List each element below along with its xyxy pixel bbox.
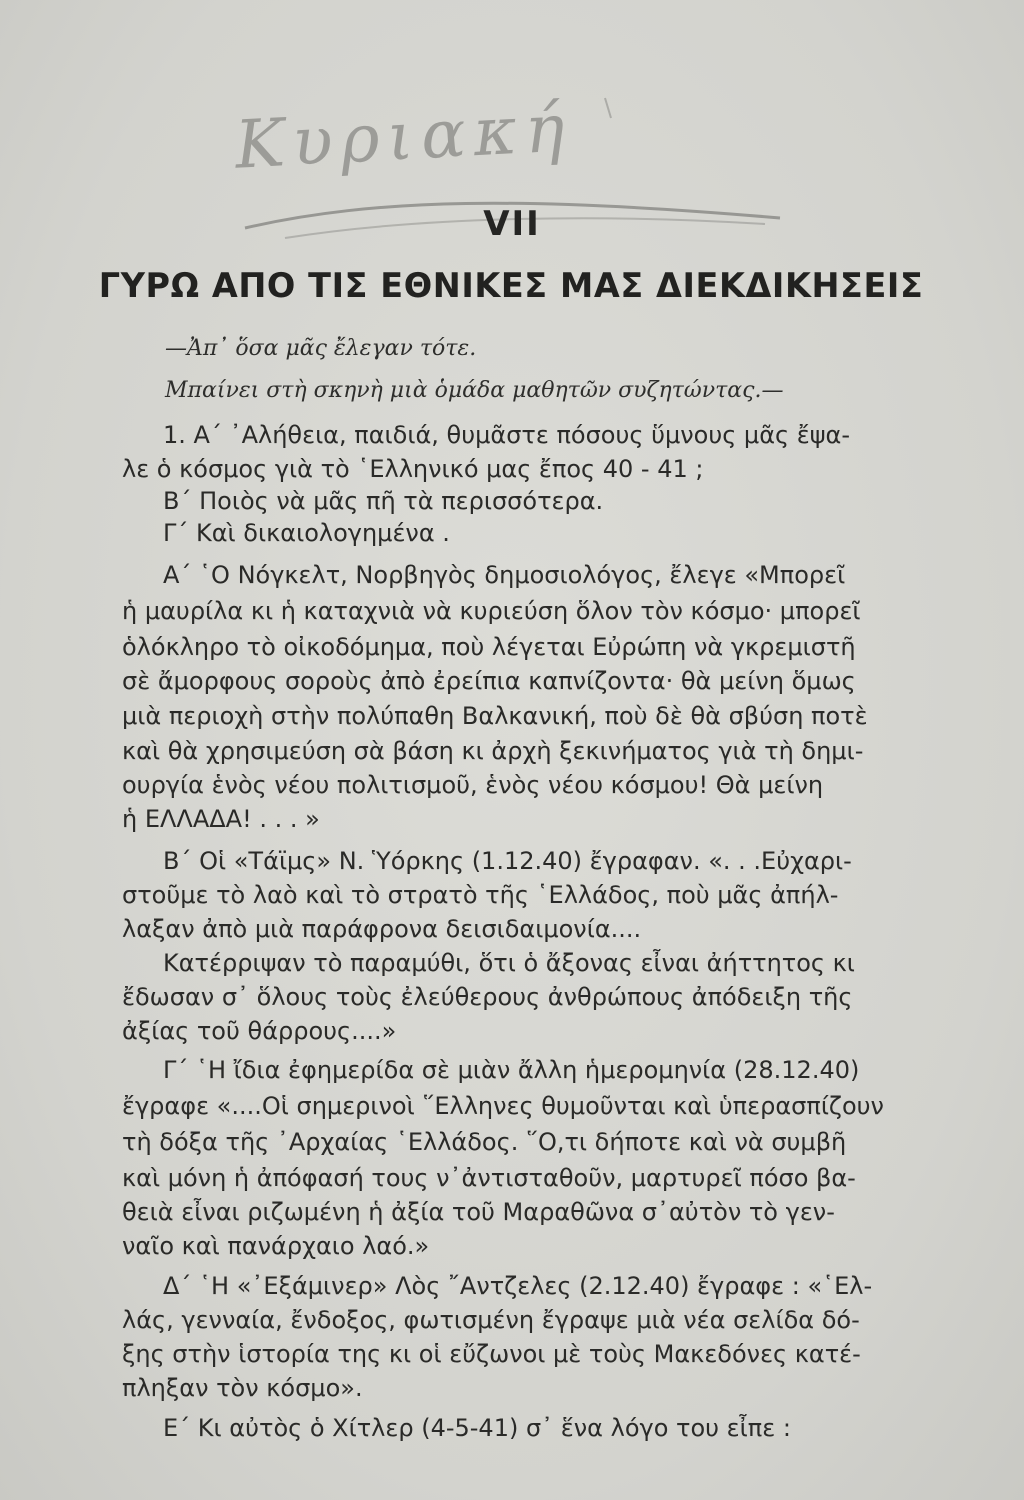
text-line-9: μιὰ περιοχὴ στὴν πολύπαθη Βαλκανική, ποὺ δὲ θὰ σβύση ποτὲ	[122, 702, 868, 730]
text-line-1: 1. Α΄ ᾿Αλήθεια, παιδιά, θυμᾶστε πόσους ὕμνους μᾶς ἔψα-	[163, 421, 851, 449]
text-line-22: καὶ μόνη ἡ ἀπόφασή τους ν᾽ἀντισταθοῦν, μαρτυρεῖ πόσο βα-	[122, 1164, 856, 1192]
text-line-16: Κατέρριψαν τὸ παραμύθι, ὅτι ὁ ἄξονας εἶναι ἀήττητος κι	[163, 949, 855, 977]
text-line-8: σὲ ἄμορφους σοροὺς ἀπὸ ἐρείπια καπνίζοντα· θὰ μείνη ὅμως	[122, 667, 856, 695]
text-line-17: ἔδωσαν σ᾽ ὅλους τοὺς ἐλεύθερους ἀνθρώπους ἀπόδειξη τῆς	[122, 983, 853, 1011]
text-line-5: Α΄ ῾Ο Νόγκελτ, Νορβηγὸς δημοσιολόγος, ἔλεγε «Μπορεῖ	[163, 561, 846, 589]
intro-line-2: Μπαίνει στὴ σκηνὴ μιὰ ὁμάδα μαθητῶν συζητώντας.—	[165, 378, 784, 403]
text-line-25: Δ΄ ῾Η «᾿Εξάμινερ» Λὸς ῎Αντζελες (2.12.40) ἔγραφε : «῾Ελ-	[163, 1272, 873, 1300]
text-line-13: Β΄ Οἱ «Τάϊμς» Ν. Ὑόρκης (1.12.40) ἔγραφαν. «. . .Εὐχαρι-	[163, 847, 852, 875]
text-line-12: ἡ ΕΛΛΑΔΑ! . . . »	[122, 805, 320, 833]
text-line-24: ναῖο καὶ πανάρχαιο λαό.»	[122, 1232, 430, 1260]
text-line-26: λάς, γενναία, ἔνδοξος, φωτισμένη ἔγραψε μιὰ νέα σελίδα δό-	[122, 1306, 860, 1334]
text-line-10: καὶ θὰ χρησιμεύση σὰ βάση κι ἀρχὴ ξεκινήματος γιὰ τὴ δημι-	[122, 737, 864, 765]
handwritten-note-text: Κυριακή	[233, 89, 575, 184]
text-line-7: ὁλόκληρο τὸ οἰκοδόμημα, ποὺ λέγεται Εὐρώπη νὰ γκρεμιστῆ	[122, 633, 856, 661]
chapter-number: VII	[483, 204, 541, 244]
text-line-14: στοῦμε τὸ λαὸ καὶ τὸ στρατὸ τῆς ῾Ελλάδος, ποὺ μᾶς ἀπήλ-	[122, 881, 839, 909]
text-line-3: Β΄ Ποιὸς νὰ μᾶς πῆ τὰ περισσότερα.	[163, 487, 604, 515]
text-line-2: λε ὁ κόσμος γιὰ τὸ ῾Ελληνικό μας ἔπος 40 - 41 ;	[122, 455, 704, 483]
text-line-29: Ε΄ Κι αὐτὸς ὁ Χίτλερ (4-5-41) σ᾽ ἕνα λόγο του εἶπε :	[163, 1414, 791, 1442]
text-line-23: θειὰ εἶναι ριζωμένη ἡ ἀξία τοῦ Μαραθῶνα σ᾽αὐτὸν τὸ γεν-	[122, 1198, 835, 1226]
text-line-11: ουργία ἑνὸς νέου πολιτισμοῦ, ἑνὸς νέου κόσμου! Θὰ μείνη	[122, 771, 824, 799]
text-line-20: ἔγραφε «....Οἱ σημερινοὶ ῞Ελληνες θυμοῦνται καὶ ὑπερασπίζουν	[122, 1092, 884, 1120]
text-line-4: Γ΄ Καὶ δικαιολογημένα .	[163, 519, 450, 547]
text-line-21: τὴ δόξα τῆς ᾿Αρχαίας ῾Ελλάδος. ῞Ο,τι δήποτε καὶ νὰ συμβῆ	[122, 1128, 847, 1156]
text-line-18: ἀξίας τοῦ θάρρους....»	[122, 1017, 397, 1045]
text-line-28: πληξαν τὸν κόσμο».	[122, 1374, 363, 1402]
text-line-15: λαξαν ἀπὸ μιὰ παράφρονα δεισιδαιμονία....	[122, 915, 642, 943]
text-line-6: ἡ μαυρίλα κι ἡ καταχνιὰ νὰ κυριεύση ὅλον τὸν κόσμο· μπορεῖ	[122, 597, 861, 625]
text-line-19: Γ΄ ῾Η ἴδια ἐφημερίδα σὲ μιὰν ἄλλη ἡμερομηνία (28.12.40)	[163, 1056, 860, 1084]
chapter-title: ΓΥΡΩ ΑΠΟ ΤΙΣ ΕΘΝΙΚΕΣ ΜΑΣ ΔΙΕΚΔΙΚΗΣΕΙΣ	[98, 266, 924, 305]
text-line-27: ξης στὴν ἱστορία της κι οἱ εὔζωνοι μὲ τοὺς Μακεδόνες κατέ-	[122, 1340, 861, 1368]
intro-line-1: —Ἀπ᾽ ὅσα μᾶς ἔλεγαν τότε.	[165, 336, 477, 361]
